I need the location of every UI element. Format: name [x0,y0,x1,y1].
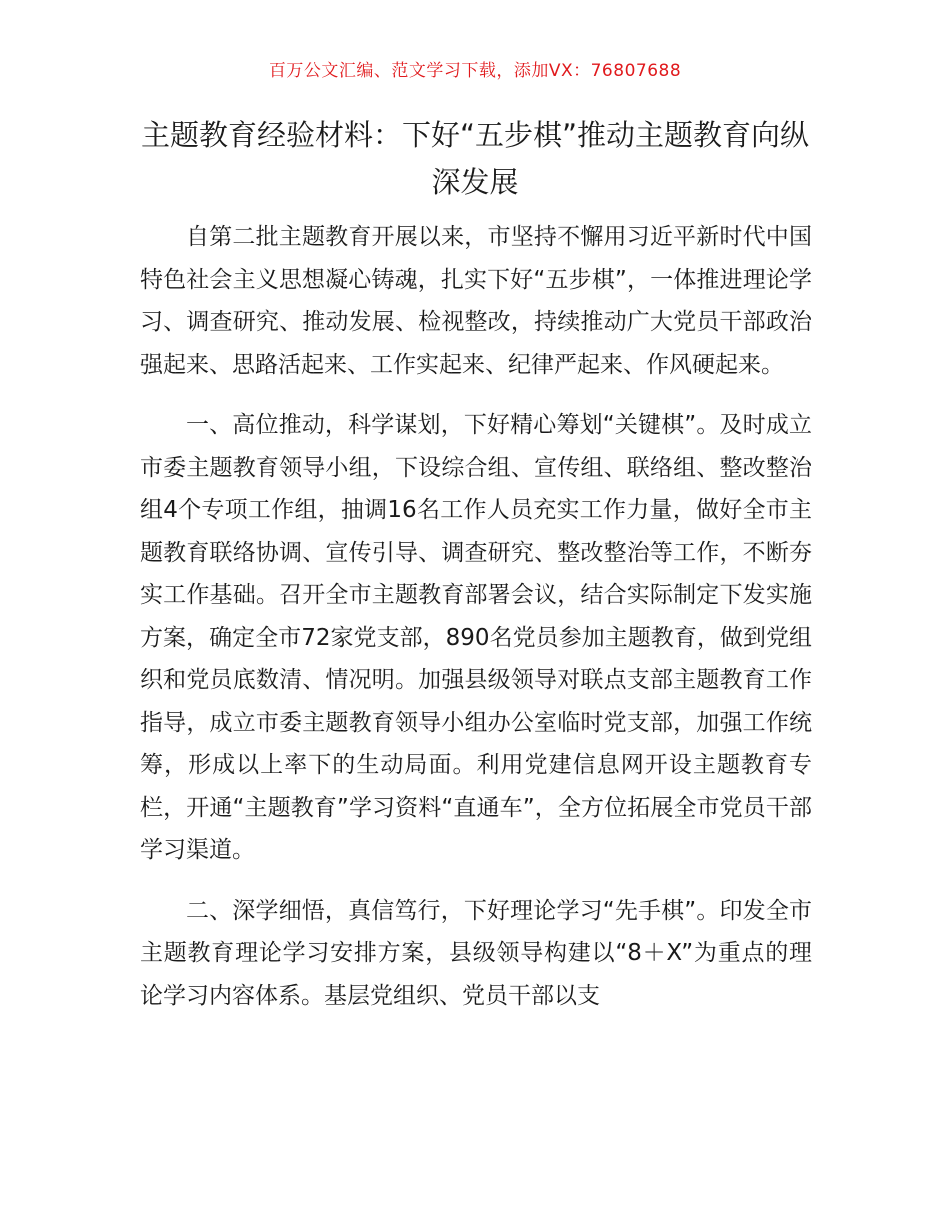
document-title: 主题教育经验材料：下好“五步棋”推动主题教育向纵深发展 [140,118,810,199]
promo-banner: 百万公文汇编、范文学习下载，添加VX：76807688 [268,61,682,81]
paragraph-section-one: 一、高位推动，科学谋划，下好精心筹划“关键棋”。及时成立市委主题教育领导小组，下设综合组、宣传组、联络组、整改整治组4个专项工作组，抽调16名工作人员充实工作力量，做好全市主题教育联络协调、宣传引导、调查研究、整改整治等工作，不断夯实工作基础。召开全市主题教育部署会议，结合实际制定下发实施方案，确定全市72家党支部，890名党员参加主题教育，做到党组织和党员底数清、情况明。加强县级领导对联点支部主题教育工作指导，成立市委主题教育领导小组办公室临时党支部，加强工作统筹，形成以上率下的生动局面。利用党建信息网开设主题教育专栏，开通“主题教育”学习资料“直通车”，全方位拓展全市党员干部学习渠道。 [140,412,812,863]
paragraph-intro: 自第二批主题教育开展以来，市坚持不懈用习近平新时代中国特色社会主义思想凝心铸魂，扎实下好“五步棋”，一体推进理论学习、调查研究、推动发展、检视整改，持续推动广大党员干部政治强起来、思路活起来、工作实起来、纪律严起来、作风硬起来。 [140,224,812,378]
document-body [140,216,812,1035]
paragraph-section-two: 二、深学细悟，真信笃行，下好理论学习“先手棋”。印发全市主题教育理论学习安排方案，县级领导构建以“8＋X”为重点的理论学习内容体系。基层党组织、党员干部以支 [140,897,812,1009]
